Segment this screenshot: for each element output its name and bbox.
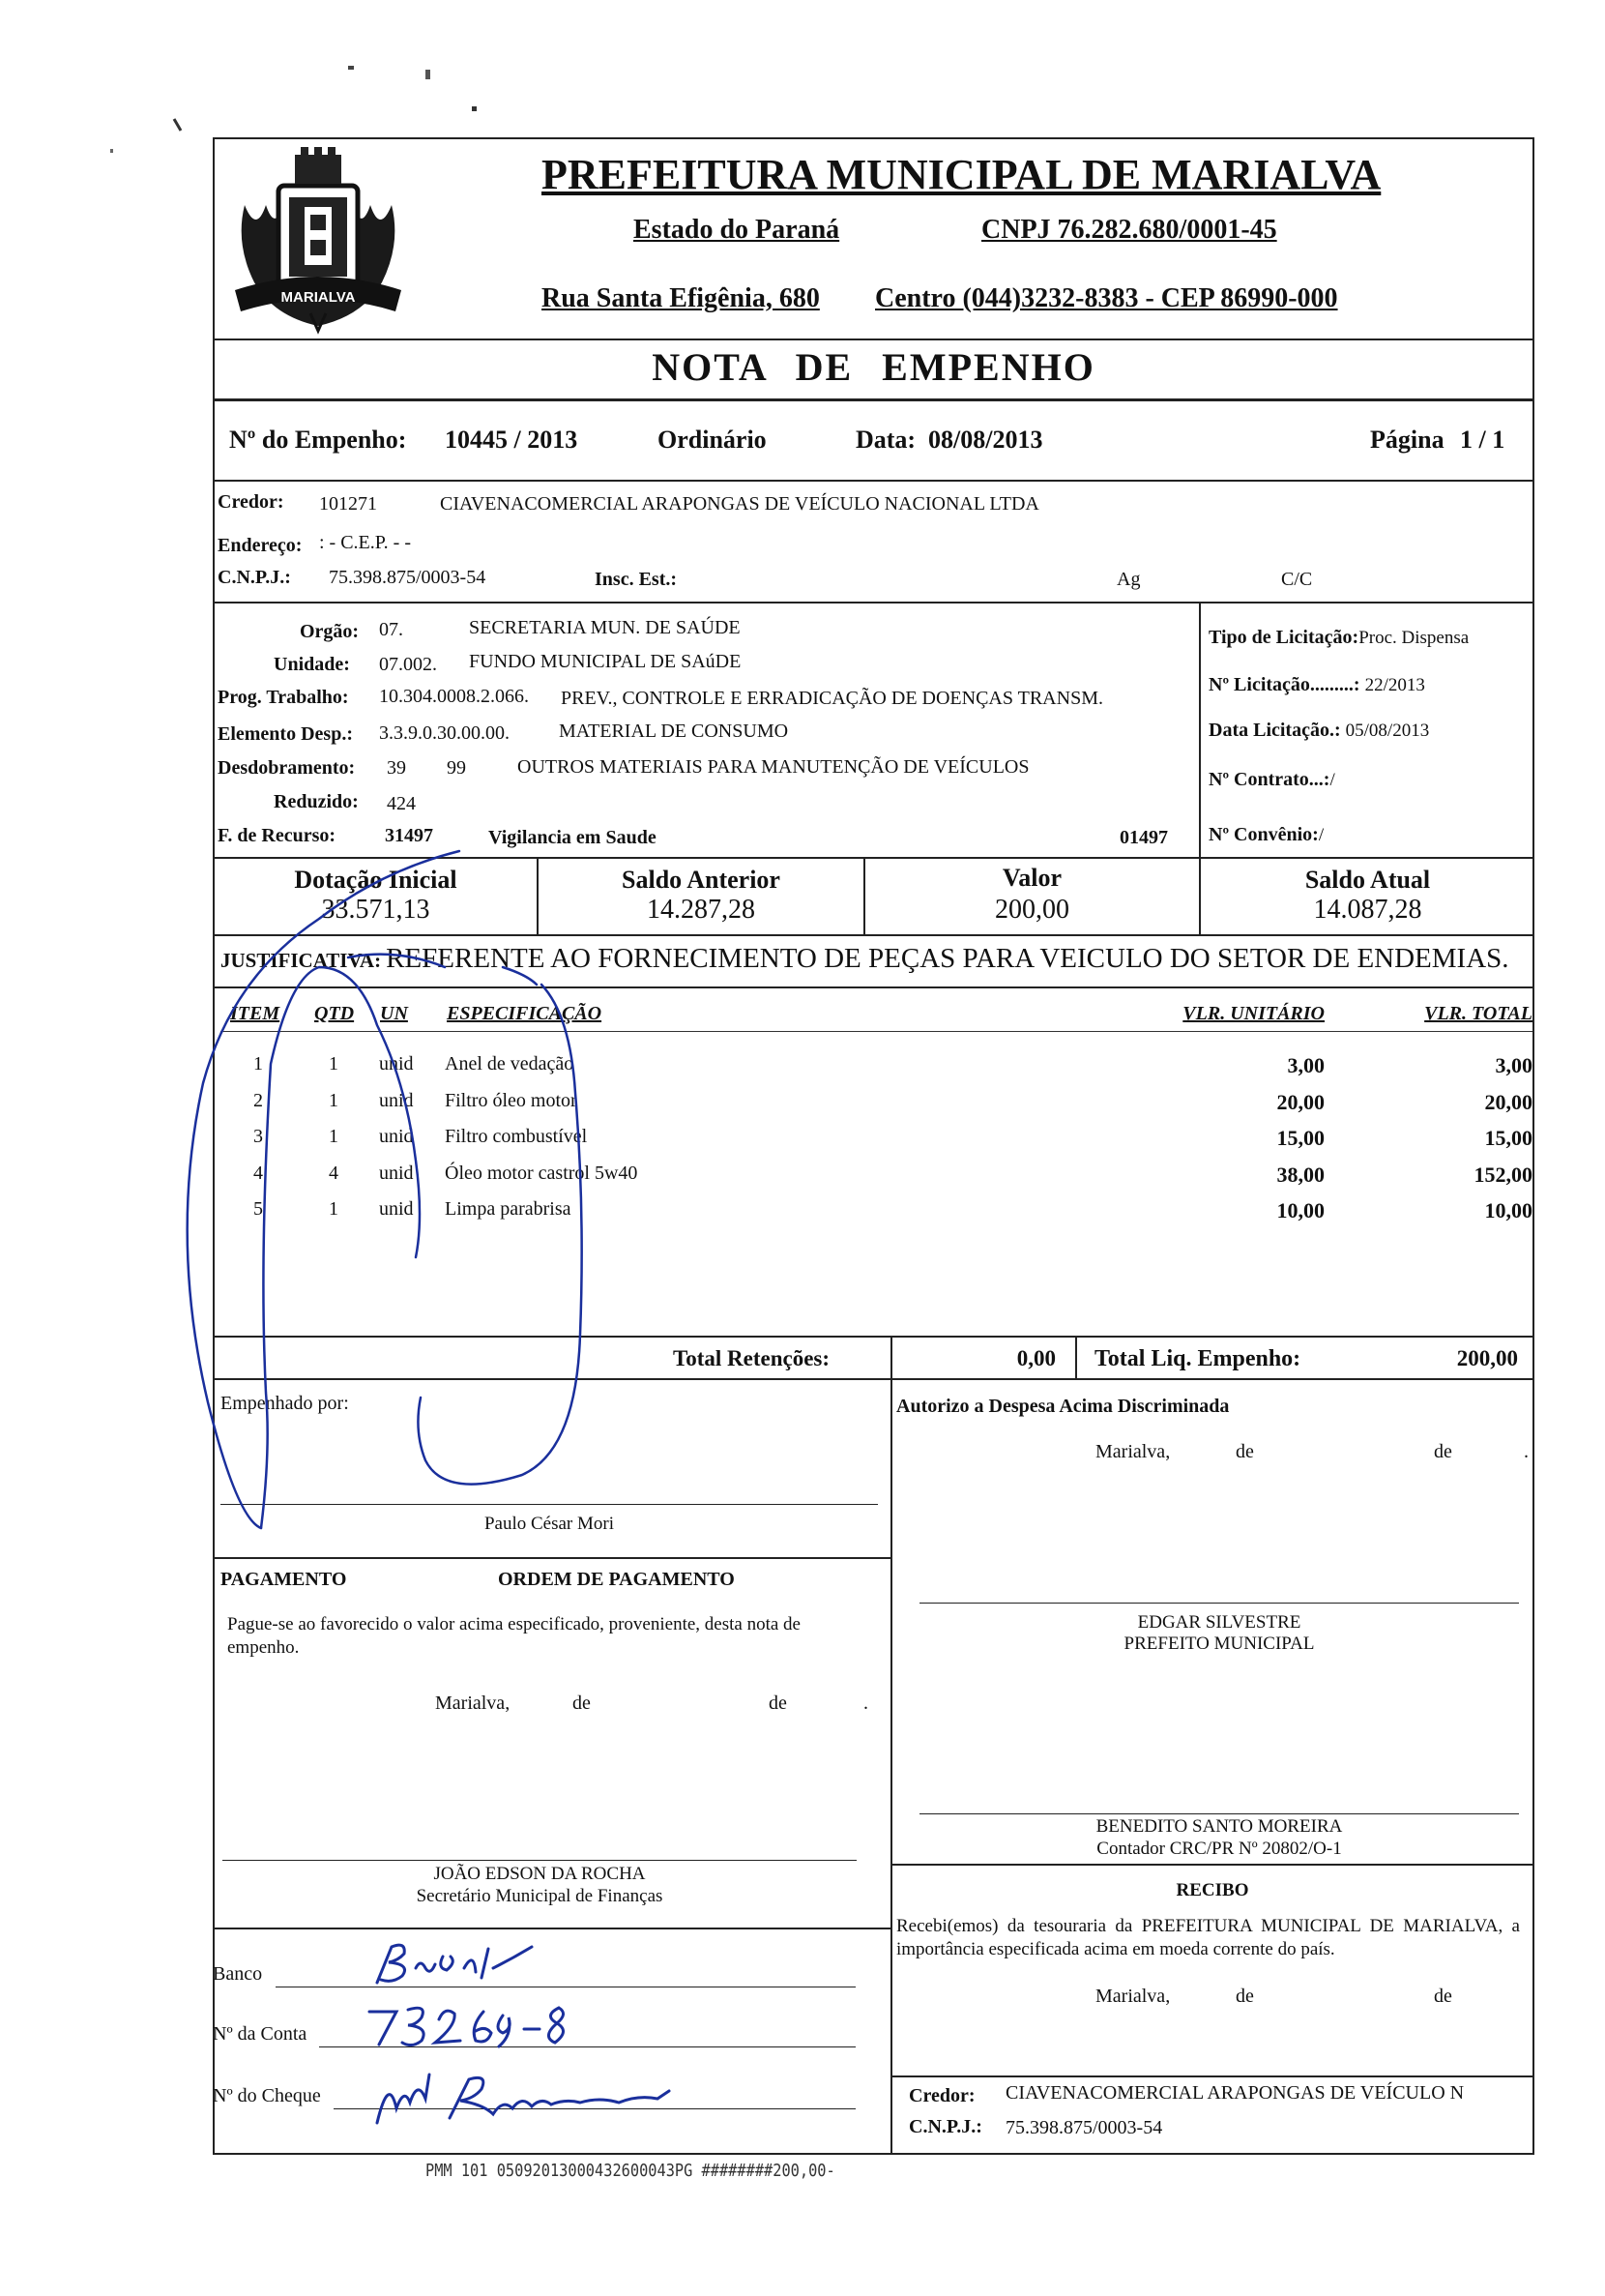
dotacao-inicial-label: Dotação Inicial [294, 866, 457, 894]
licitacao-type: Proc. Dispensa [1358, 628, 1470, 648]
pagamento-dot: . [863, 1693, 868, 1714]
doc-type-title: NOTA DE EMPENHO [652, 345, 1095, 389]
saldo-atual-value: 14.087,28 [1313, 895, 1422, 925]
item-unit: unid [379, 1198, 414, 1220]
licitacao-number-label: Nº Licitação.........: [1209, 674, 1360, 695]
empenho-date: 08/08/2013 [928, 426, 1043, 454]
cc-label: C/C [1281, 569, 1313, 590]
page-number: 1 / 1 [1460, 426, 1505, 454]
item-unit: unid [379, 1089, 414, 1111]
cheque-label: Nº do Cheque [213, 2085, 321, 2106]
address-value: : - C.E.P. - - [319, 532, 411, 553]
dotacao-inicial-value: 33.571,13 [321, 895, 430, 925]
contador-title: Contador CRC/PR Nº 20802/O-1 [1096, 1839, 1342, 1859]
empenho-number: 10445 / 2013 [445, 426, 578, 454]
contact-label: Centro (044)3232-8383 - CEP 86990-000 [875, 283, 1338, 313]
secretario-title: Secretário Municipal de Finanças [416, 1886, 663, 1906]
credor-code: 101271 [319, 493, 377, 515]
prefeito-name: EDGAR SILVESTRE [1137, 1612, 1301, 1633]
recibo-city: Marialva, [1095, 1986, 1171, 2007]
recurso-label: F. de Recurso: [218, 825, 336, 846]
item-unit-price: 10,00 [1276, 1198, 1325, 1222]
orgao-name: SECRETARIA MUN. DE SAÚDE [469, 617, 741, 638]
footer-credor-name: CIAVENACOMERCIAL ARAPONGAS DE VEÍCULO N [1006, 2082, 1465, 2104]
item-unit-price: 20,00 [1276, 1089, 1325, 1114]
liquido-label: Total Liq. Empenho: [1094, 1346, 1301, 1371]
retencoes-label: Total Retenções: [673, 1346, 831, 1370]
col-unit: VLR. UNITÁRIO [1182, 1003, 1325, 1024]
item-unit: unid [379, 1053, 414, 1074]
insc-est-label: Insc. Est.: [595, 569, 678, 590]
item-qtd: 1 [329, 1198, 338, 1220]
item-total-price: 20,00 [1484, 1089, 1532, 1114]
recurso-right-code: 01497 [1120, 827, 1168, 848]
item-qtd: 1 [329, 1053, 338, 1074]
item-description: Óleo motor castrol 5w40 [445, 1162, 638, 1184]
credor-cnpj-label: C.N.P.J.: [218, 567, 291, 588]
unidade-label: Unidade: [274, 654, 350, 675]
retencoes-value: 0,00 [1016, 1346, 1056, 1370]
pagamento-label: PAGAMENTO [220, 1569, 347, 1590]
unidade-name: FUNDO MUNICIPAL DE SAúDE [469, 651, 742, 672]
col-qtd: QTD [314, 1003, 355, 1024]
contador-name: BENEDITO SANTO MOREIRA [1095, 1816, 1343, 1837]
item-total-price: 15,00 [1484, 1126, 1532, 1150]
valor-value: 200,00 [995, 895, 1069, 925]
prog-code: 10.304.0008.2.066. [379, 686, 529, 707]
empenho-kind: Ordinário [657, 426, 767, 454]
justificativa-text: REFERENTE AO FORNECIMENTO DE PEÇAS PARA VEICULO DO SETOR DE ENDEMIAS. [386, 943, 1509, 974]
contrato-value: / [1329, 770, 1335, 790]
item-unit: unid [379, 1126, 414, 1147]
liquido-value: 200,00 [1456, 1346, 1518, 1370]
autorizo-dot: . [1524, 1441, 1529, 1462]
footer-cnpj-label: C.N.P.J.: [909, 2116, 982, 2137]
orgao-code: 07. [379, 619, 403, 640]
conta-label: Nº da Conta [213, 2023, 307, 2045]
licitacao-type-label: Tipo de Licitação: [1209, 627, 1359, 648]
unidade-code: 07.002. [379, 654, 437, 675]
elemento-name: MATERIAL DE CONSUMO [559, 721, 789, 742]
empenho-number-label: Nº do Empenho: [229, 426, 407, 454]
licitacao-number: 22/2013 [1364, 675, 1425, 695]
autorizo-city: Marialva, [1095, 1441, 1171, 1462]
convenio-value: / [1318, 825, 1325, 845]
page-label: Página [1370, 426, 1444, 454]
item-total-price: 10,00 [1484, 1198, 1532, 1222]
desdob-a: 39 [387, 757, 406, 779]
col-un: UN [380, 1003, 408, 1024]
item-number: 3 [253, 1126, 263, 1147]
scan-speck [348, 66, 354, 70]
item-unit-price: 15,00 [1276, 1126, 1325, 1150]
orgao-label: Orgão: [300, 621, 360, 642]
svg-text:MARIALVA: MARIALVA [280, 289, 356, 306]
footer-cnpj: 75.398.875/0003-54 [1006, 2117, 1163, 2138]
pagamento-de2: de [769, 1693, 787, 1714]
scan-speck [110, 149, 113, 153]
scan-speck [425, 70, 430, 79]
recibo-de2: de [1434, 1986, 1452, 2007]
item-total-price: 3,00 [1495, 1053, 1532, 1077]
item-description: Filtro combustível [445, 1126, 588, 1147]
convenio-label: Nº Convênio: [1209, 824, 1319, 845]
valor-label: Valor [1002, 864, 1063, 892]
item-qtd: 1 [329, 1089, 338, 1111]
item-number: 5 [253, 1198, 263, 1220]
reduzido-label: Reduzido: [274, 791, 359, 812]
col-espec: ESPECIFICAÇÃO [447, 1003, 602, 1024]
autorizo-de1: de [1236, 1441, 1254, 1462]
saldo-anterior-value: 14.287,28 [647, 895, 755, 925]
recibo-text: Recebi(emos) da tesouraria da PREFEITURA MUNICIPAL DE MARIALVA, a importância especificada acima em moeda corrente do país. [896, 1916, 1520, 1959]
elemento-code: 3.3.9.0.30.00.00. [379, 722, 510, 744]
item-number: 1 [253, 1053, 263, 1074]
elemento-label: Elemento Desp.: [218, 723, 353, 745]
banco-label: Banco [213, 1963, 263, 1985]
autorizo-label: Autorizo a Despesa Acima Discriminada [896, 1396, 1230, 1417]
prog-label: Prog. Trabalho: [218, 687, 349, 708]
autorizo-de2: de [1434, 1441, 1452, 1462]
prog-name: PREV., CONTROLE E ERRADICAÇÃO DE DOENÇAS TRANSM. [561, 688, 1103, 709]
empenhado-name: Paulo César Mori [483, 1514, 615, 1534]
licitacao-date: 05/08/2013 [1345, 721, 1430, 741]
item-unit-price: 38,00 [1276, 1162, 1325, 1187]
contrato-label: Nº Contrato...: [1209, 769, 1330, 790]
recibo-de1: de [1236, 1986, 1254, 2007]
saldo-anterior-label: Saldo Anterior [622, 866, 780, 894]
address-field-label: Endereço: [218, 535, 303, 556]
credor-name: CIAVENACOMERCIAL ARAPONGAS DE VEÍCULO NACIONAL LTDA [440, 493, 1039, 515]
cnpj-label: CNPJ 76.282.680/0001-45 [981, 215, 1277, 245]
item-description: Anel de vedação [445, 1053, 574, 1074]
reduzido-value: 424 [387, 793, 416, 814]
desdob-label: Desdobramento: [218, 757, 356, 779]
licitacao-date-label: Data Licitação.: [1209, 720, 1341, 741]
recibo-label: RECIBO [1176, 1880, 1249, 1900]
item-number: 2 [253, 1089, 263, 1111]
page-title: PREFEITURA MUNICIPAL DE MARIALVA [541, 151, 1382, 198]
item-unit-price: 3,00 [1287, 1053, 1325, 1077]
col-item: ITEM [230, 1003, 280, 1024]
prefeito-title: PREFEITO MUNICIPAL [1124, 1634, 1315, 1654]
pagamento-de1: de [572, 1693, 591, 1714]
item-number: 4 [253, 1162, 263, 1184]
ordem-pagamento-label: ORDEM DE PAGAMENTO [498, 1569, 735, 1590]
scan-speck [472, 106, 477, 111]
item-description: Filtro óleo motor [445, 1089, 577, 1111]
item-total-price: 152,00 [1474, 1162, 1532, 1187]
pagamento-city: Marialva, [435, 1693, 511, 1714]
state-label: Estado do Paraná [633, 215, 840, 245]
pagamento-text: Pague-se ao favorecido o valor acima especificado, proveniente, desta nota de empenho. [227, 1614, 801, 1658]
recurso-code: 31497 [385, 825, 433, 846]
empenhado-label: Empenhado por: [220, 1393, 349, 1414]
footer-credor-label: Credor: [909, 2085, 976, 2106]
credor-label: Credor: [218, 491, 284, 513]
item-unit: unid [379, 1162, 414, 1184]
saldo-atual-label: Saldo Atual [1304, 866, 1431, 894]
justificativa-label: JUSTIFICATIVA: [220, 949, 382, 972]
secretario-name: JOÃO EDSON DA ROCHA [433, 1864, 646, 1884]
item-qtd: 1 [329, 1126, 338, 1147]
credor-cnpj: 75.398.875/0003-54 [329, 567, 486, 588]
item-description: Limpa parabrisa [445, 1198, 571, 1220]
empenho-date-label: Data: [856, 426, 917, 454]
col-total: VLR. TOTAL [1424, 1003, 1532, 1024]
micr-code: PMM 101 05092013000432600043PG ########200,00- [425, 2161, 835, 2181]
address-label: Rua Santa Efigênia, 680 [541, 283, 820, 313]
desdob-b: 99 [447, 757, 466, 779]
item-qtd: 4 [329, 1162, 338, 1184]
desdob-name: OUTROS MATERIAIS PARA MANUTENÇÃO DE VEÍCULOS [517, 756, 1030, 778]
recurso-name: Vigilancia em Saude [488, 827, 657, 848]
ag-label: Ag [1117, 569, 1141, 590]
